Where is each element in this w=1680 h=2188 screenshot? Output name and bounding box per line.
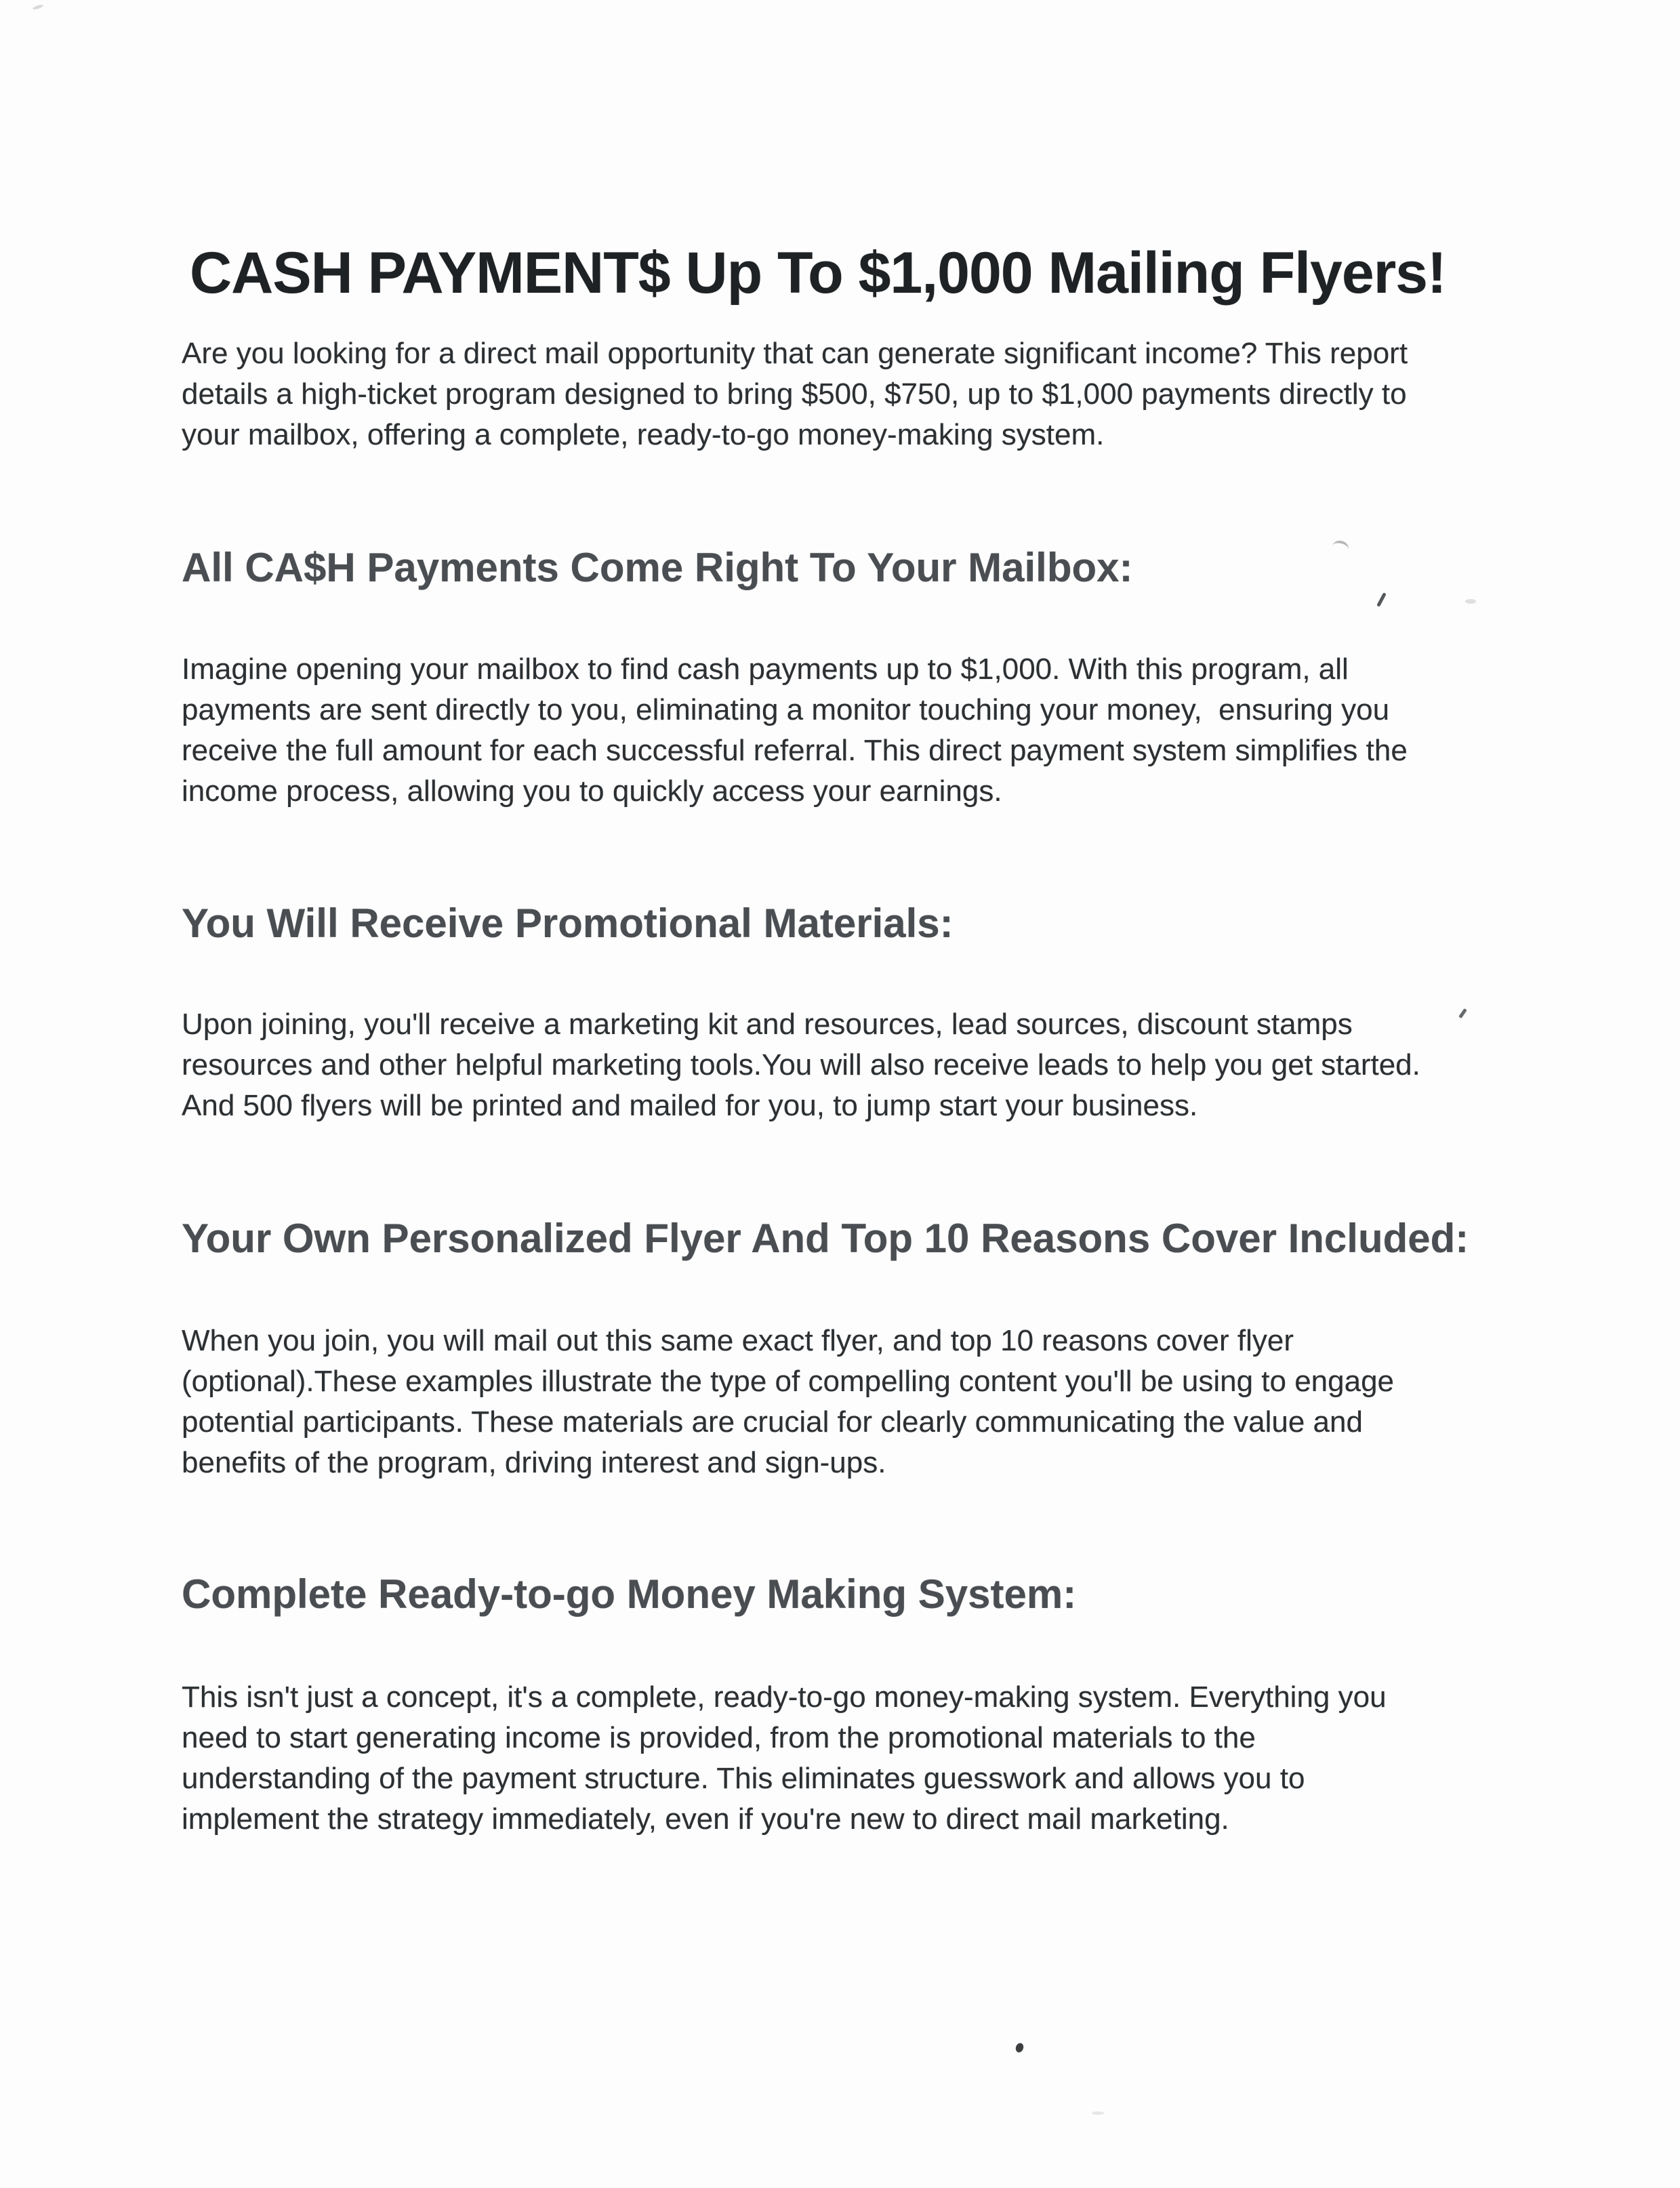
section-paragraph-personalized-flyer: [182, 1321, 1394, 1483]
body-line: payments are sent directly to you, eliminating a monitor touching your money, ensuring you: [182, 693, 1390, 726]
section-heading-cash-payments-mailbox: All CA$H Payments Come Right To Your Mailbox:: [182, 545, 1133, 590]
intro-paragraph: [182, 333, 1408, 455]
scan-speck: [1092, 2111, 1104, 2115]
body-line: This isn't just a concept, it's a complete, ready-to-go money-making system. Everything you: [182, 1680, 1387, 1714]
scan-speck: [33, 4, 44, 11]
body-line: benefits of the program, driving interest and sign-ups.: [182, 1446, 886, 1479]
body-line: your mailbox, offering a complete, ready-to-go money-making system.: [182, 418, 1105, 451]
body-line: Imagine opening your mailbox to find cash payments up to $1,000. With this program, all: [182, 653, 1349, 686]
section-paragraph-cash-payments-mailbox: [182, 649, 1408, 812]
scan-speck: [1376, 592, 1387, 607]
body-line: resources and other helpful marketing tools.You will also receive leads to help you get started.: [182, 1048, 1420, 1081]
scan-speck: [1458, 1008, 1467, 1018]
body-line: (optional).These examples illustrate the type of compelling content you'll be using to engage: [182, 1365, 1395, 1398]
section-paragraph-promotional-materials: [182, 1004, 1420, 1126]
document-title: CASH PAYMENT$ Up To $1,000 Mailing Flyers!: [190, 241, 1446, 306]
body-line: Upon joining, you'll receive a marketing kit and resources, lead sources, discount stamps: [182, 1008, 1353, 1041]
body-line: When you join, you will mail out this same exact flyer, and top 10 reasons cover flyer: [182, 1324, 1294, 1357]
scan-speck: [1465, 599, 1476, 604]
scan-speck: [1331, 539, 1350, 556]
section-paragraph-money-making-system: [182, 1677, 1387, 1840]
body-line: income process, allowing you to quickly access your earnings.: [182, 775, 1002, 808]
section-heading-promotional-materials: You Will Receive Promotional Materials:: [182, 901, 954, 946]
section-heading-money-making-system: Complete Ready-to-go Money Making System:: [182, 1571, 1077, 1617]
body-line: understanding of the payment structure. This eliminates guesswork and allows you to: [182, 1762, 1305, 1795]
body-line: implement the strategy immediately, even if you're new to direct mail marketing.: [182, 1802, 1229, 1836]
body-line: And 500 flyers will be printed and mailed for you, to jump start your business.: [182, 1089, 1198, 1122]
body-line: Are you looking for a direct mail opportunity that can generate significant income? This report: [182, 337, 1408, 370]
scan-speck: [1015, 2042, 1025, 2054]
body-line: potential participants. These materials are crucial for clearly communicating the value and: [182, 1405, 1363, 1439]
section-heading-personalized-flyer: Your Own Personalized Flyer And Top 10 Reasons Cover Included:: [182, 1216, 1469, 1261]
body-line: receive the full amount for each successful referral. This direct payment system simplifies the: [182, 734, 1408, 767]
body-line: details a high-ticket program designed to bring $500, $750, up to $1,000 payments directly to: [182, 377, 1407, 411]
body-line: need to start generating income is provided, from the promotional materials to the: [182, 1721, 1256, 1754]
